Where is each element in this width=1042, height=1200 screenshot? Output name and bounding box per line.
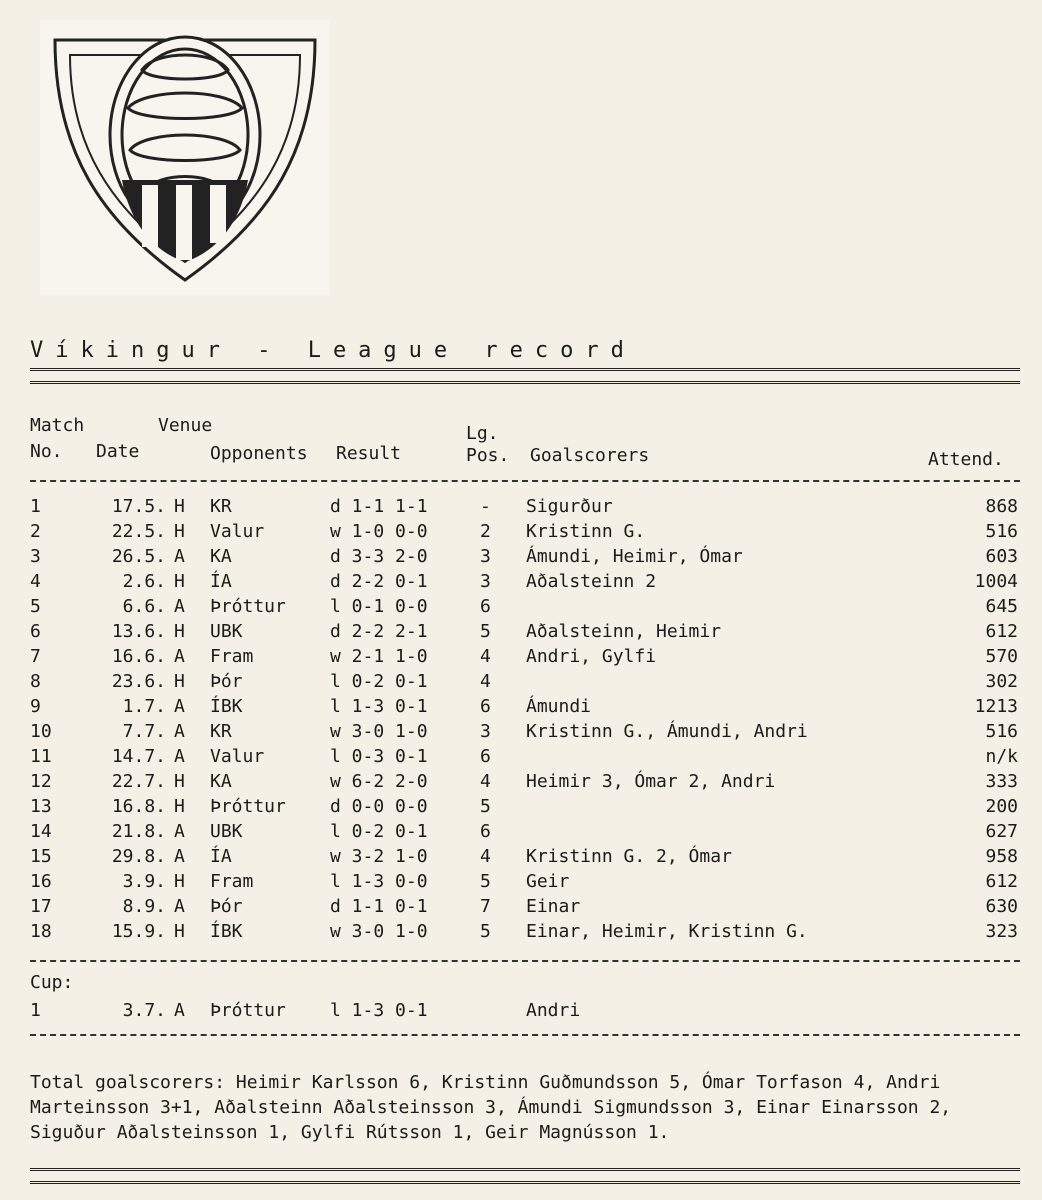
- match-date: 13.6.: [111, 621, 166, 642]
- match-no: 18: [30, 921, 52, 942]
- match-result: w 3-0 1-0: [330, 921, 428, 942]
- match-venue: H: [174, 921, 185, 942]
- match-opponents: KA: [210, 546, 232, 567]
- match-venue: A: [174, 746, 185, 767]
- league-position: 5: [480, 621, 491, 642]
- match-attendance: 200: [985, 796, 1018, 817]
- table-row: [30, 919, 1018, 944]
- match-venue: H: [174, 796, 185, 817]
- match-no: 4: [30, 571, 41, 592]
- match-opponents: Þróttur: [210, 796, 286, 817]
- header-lg: Lg.: [466, 423, 499, 444]
- league-position: 4: [480, 846, 491, 867]
- league-position: -: [480, 496, 491, 517]
- match-venue: A: [174, 646, 185, 667]
- match-attendance: 627: [985, 821, 1018, 842]
- league-position: 4: [480, 771, 491, 792]
- match-attendance: 333: [985, 771, 1018, 792]
- header-attend: Attend.: [928, 449, 1004, 470]
- match-no: 1: [30, 496, 41, 517]
- match-result: l 0-2 0-1: [330, 671, 428, 692]
- match-attendance: 630: [985, 896, 1018, 917]
- match-venue: A: [174, 1000, 185, 1021]
- match-opponents: Þróttur: [210, 1000, 286, 1021]
- club-crest-shield-icon: [50, 30, 320, 290]
- match-goalscorers: Kristinn G.: [526, 521, 646, 542]
- match-venue: H: [174, 621, 185, 642]
- match-goalscorers: Andri, Gylfi: [526, 646, 657, 667]
- match-result: w 6-2 2-0: [330, 771, 428, 792]
- match-attendance: n/k: [985, 746, 1018, 767]
- match-attendance: 603: [985, 546, 1018, 567]
- match-venue: H: [174, 771, 185, 792]
- match-result: d 0-0 0-0: [330, 796, 428, 817]
- league-position: 6: [480, 746, 491, 767]
- table-row: [30, 569, 1018, 594]
- match-opponents: ÍBK: [210, 921, 243, 942]
- match-goalscorers: Sigurður: [526, 496, 613, 517]
- match-venue: H: [174, 571, 185, 592]
- league-position: 7: [480, 896, 491, 917]
- league-position: 6: [480, 821, 491, 842]
- header-venue: Venue: [158, 415, 213, 436]
- match-venue: H: [174, 671, 185, 692]
- match-attendance: 570: [985, 646, 1018, 667]
- match-no: 17: [30, 896, 52, 917]
- match-no: 5: [30, 596, 41, 617]
- match-opponents: Fram: [210, 646, 254, 667]
- match-attendance: 612: [985, 621, 1018, 642]
- table-row: [30, 619, 1018, 644]
- match-opponents: KA: [210, 771, 232, 792]
- match-attendance: 612: [985, 871, 1018, 892]
- match-result: d 2-2 2-1: [330, 621, 428, 642]
- table-row: [30, 644, 1018, 669]
- match-no: 3: [30, 546, 41, 567]
- match-no: 12: [30, 771, 52, 792]
- match-date: 15.9.: [111, 921, 166, 942]
- match-venue: A: [174, 596, 185, 617]
- match-date: 22.5.: [111, 521, 166, 542]
- match-attendance: 1213: [974, 696, 1018, 717]
- match-opponents: ÍA: [210, 571, 232, 592]
- match-opponents: ÍBK: [210, 696, 243, 717]
- match-attendance: 645: [985, 596, 1018, 617]
- match-date: 3.9.: [122, 871, 166, 892]
- match-goalscorers: Heimir 3, Ómar 2, Andri: [526, 771, 776, 792]
- header-goalscorers: Goalscorers: [530, 445, 650, 466]
- match-result: l 0-3 0-1: [330, 746, 428, 767]
- header-result: Result: [336, 443, 402, 464]
- header-no: No.: [30, 441, 63, 462]
- league-position: 5: [480, 871, 491, 892]
- match-result: l 0-2 0-1: [330, 821, 428, 842]
- header-pos: Pos.: [466, 445, 510, 466]
- match-no: 11: [30, 746, 52, 767]
- cup-heading: Cup:: [30, 972, 74, 993]
- header-opponents: Opponents: [210, 443, 308, 464]
- match-no: 1: [30, 1000, 41, 1021]
- match-venue: A: [174, 821, 185, 842]
- header-match: Match: [30, 415, 85, 436]
- table-row: [30, 769, 1018, 794]
- match-attendance: 323: [985, 921, 1018, 942]
- match-opponents: Þór: [210, 896, 243, 917]
- match-date: 6.6.: [122, 596, 166, 617]
- table-row: [30, 594, 1018, 619]
- match-goalscorers: Einar, Heimir, Kristinn G.: [526, 921, 808, 942]
- match-date: 3.7.: [122, 1000, 166, 1021]
- match-goalscorers: Kristinn G., Ámundi, Andri: [526, 721, 808, 742]
- league-position: 5: [480, 921, 491, 942]
- match-result: l 1-3 0-0: [330, 871, 428, 892]
- cup-dashed-rule: [30, 1034, 1020, 1036]
- table-row: [30, 494, 1018, 519]
- match-no: 6: [30, 621, 41, 642]
- match-opponents: UBK: [210, 621, 243, 642]
- league-position: 2: [480, 521, 491, 542]
- match-result: w 3-0 1-0: [330, 721, 428, 742]
- match-date: 23.6.: [111, 671, 166, 692]
- league-position: 6: [480, 696, 491, 717]
- match-no: 10: [30, 721, 52, 742]
- match-opponents: KR: [210, 721, 232, 742]
- match-venue: H: [174, 496, 185, 517]
- match-date: 16.6.: [111, 646, 166, 667]
- table-row: [30, 669, 1018, 694]
- match-goalscorers: Andri: [526, 1000, 581, 1021]
- match-venue: A: [174, 896, 185, 917]
- match-venue: A: [174, 846, 185, 867]
- league-dashed-rule: [30, 960, 1020, 962]
- league-position: 5: [480, 796, 491, 817]
- match-date: 21.8.: [111, 821, 166, 842]
- match-opponents: Valur: [210, 746, 265, 767]
- match-date: 7.7.: [122, 721, 166, 742]
- match-opponents: ÍA: [210, 846, 232, 867]
- league-position: 6: [480, 596, 491, 617]
- match-goalscorers: Ámundi: [526, 696, 592, 717]
- match-goalscorers: Einar: [526, 896, 581, 917]
- table-row: [30, 794, 1018, 819]
- page-title: Víkingur - League record: [30, 338, 636, 363]
- match-goalscorers: Kristinn G. 2, Ómar: [526, 846, 732, 867]
- match-date: 17.5.: [111, 496, 166, 517]
- table-row: [30, 744, 1018, 769]
- match-no: 2: [30, 521, 41, 542]
- table-row: [30, 819, 1018, 844]
- table-row: [30, 894, 1018, 919]
- club-crest: [40, 20, 330, 295]
- match-venue: A: [174, 721, 185, 742]
- match-venue: H: [174, 871, 185, 892]
- match-goalscorers: Aðalsteinn 2: [526, 571, 657, 592]
- match-goalscorers: Ámundi, Heimir, Ómar: [526, 546, 743, 567]
- match-date: 8.9.: [122, 896, 166, 917]
- table-row: [30, 844, 1018, 869]
- match-attendance: 516: [985, 521, 1018, 542]
- match-venue: H: [174, 521, 185, 542]
- match-no: 14: [30, 821, 52, 842]
- match-result: w 3-2 1-0: [330, 846, 428, 867]
- match-no: 13: [30, 796, 52, 817]
- match-opponents: Þór: [210, 671, 243, 692]
- match-no: 7: [30, 646, 41, 667]
- match-result: d 2-2 0-1: [330, 571, 428, 592]
- match-opponents: KR: [210, 496, 232, 517]
- match-no: 16: [30, 871, 52, 892]
- header-dashed-rule: [30, 480, 1020, 482]
- match-date: 16.8.: [111, 796, 166, 817]
- match-opponents: Þróttur: [210, 596, 286, 617]
- match-attendance: 868: [985, 496, 1018, 517]
- match-result: d 3-3 2-0: [330, 546, 428, 567]
- table-row: [30, 519, 1018, 544]
- match-date: 2.6.: [122, 571, 166, 592]
- match-date: 26.5.: [111, 546, 166, 567]
- match-date: 22.7.: [111, 771, 166, 792]
- table-row: [30, 869, 1018, 894]
- match-attendance: 958: [985, 846, 1018, 867]
- match-venue: A: [174, 696, 185, 717]
- table-row: [30, 719, 1018, 744]
- match-date: 29.8.: [111, 846, 166, 867]
- table-row: [30, 694, 1018, 719]
- match-goalscorers: Aðalsteinn, Heimir: [526, 621, 722, 642]
- match-attendance: 516: [985, 721, 1018, 742]
- header-date: Date: [96, 441, 140, 462]
- match-date: 1.7.: [122, 696, 166, 717]
- match-opponents: Valur: [210, 521, 265, 542]
- match-no: 15: [30, 846, 52, 867]
- match-attendance: 1004: [974, 571, 1018, 592]
- league-position: 4: [480, 646, 491, 667]
- title-double-rule: [30, 368, 1020, 384]
- match-date: 14.7.: [111, 746, 166, 767]
- match-opponents: UBK: [210, 821, 243, 842]
- match-no: 8: [30, 671, 41, 692]
- match-no: 9: [30, 696, 41, 717]
- match-result: d 1-1 0-1: [330, 896, 428, 917]
- league-position: 3: [480, 571, 491, 592]
- match-venue: A: [174, 546, 185, 567]
- table-row: [30, 998, 1018, 1023]
- total-goalscorers: Total goalscorers: Heimir Karlsson 6, Kristinn Guðmundsson 5, Ómar Torfason 4, Andri Marteinsson 3+1, Aðalsteinn Aðalsteinsson 3, Ámundi Sigmundsson 3, Einar Einarsson 2, Siguður Aðalsteinsson 1, Gylfi Rútsson 1, Geir Magnússon 1.: [30, 1072, 952, 1143]
- league-position: 4: [480, 671, 491, 692]
- table-row: [30, 544, 1018, 569]
- match-result: w 2-1 1-0: [330, 646, 428, 667]
- league-position: 3: [480, 721, 491, 742]
- match-opponents: Fram: [210, 871, 254, 892]
- match-result: d 1-1 1-1: [330, 496, 428, 517]
- match-result: w 1-0 0-0: [330, 521, 428, 542]
- league-position: 3: [480, 546, 491, 567]
- match-result: l 1-3 0-1: [330, 696, 428, 717]
- footer-double-rule: [30, 1168, 1020, 1184]
- match-attendance: 302: [985, 671, 1018, 692]
- match-result: l 0-1 0-0: [330, 596, 428, 617]
- match-result: l 1-3 0-1: [330, 1000, 428, 1021]
- match-goalscorers: Geir: [526, 871, 570, 892]
